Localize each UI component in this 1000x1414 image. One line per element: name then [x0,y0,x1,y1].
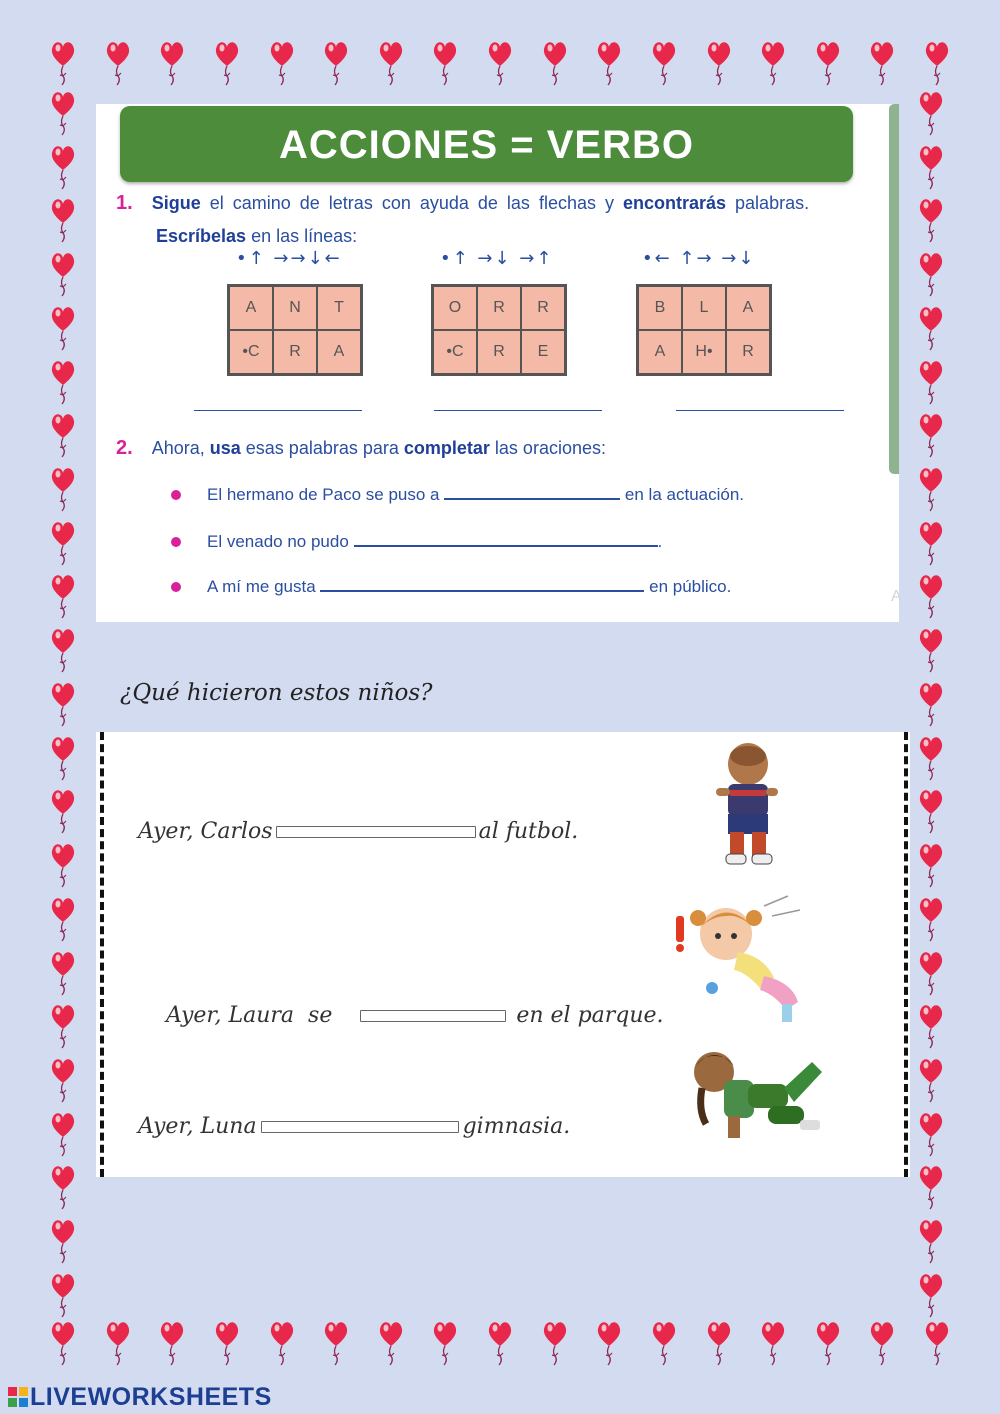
heart-balloon-icon [50,305,76,351]
instruction-word: Sigue [151,193,201,213]
sentence-2: El venado no pudo . [207,532,663,551]
puzzle3-arrows: •← ↑→ →↓ [642,248,756,269]
exercise-panel [96,104,902,622]
heart-balloon-icon [432,40,458,86]
heart-balloon-icon [50,950,76,996]
grid-cell: T [317,286,361,330]
heart-balloon-icon [918,359,944,405]
heart-balloon-icon [50,1320,76,1366]
grid-cell: B [638,286,682,330]
heart-balloon-icon [918,842,944,888]
grid-cell: H• [682,330,726,374]
heart-balloon-icon [50,735,76,781]
heart-balloon-icon [918,627,944,673]
grid-cell: A [638,330,682,374]
heart-balloon-icon [918,1218,944,1264]
heart-border-bottom [50,1320,950,1366]
instruction-word: y [604,193,614,213]
heart-balloon-icon [918,90,944,136]
dashed-border-right [904,732,908,1177]
heart-balloon-icon [918,1003,944,1049]
heart-balloon-icon [50,1272,76,1318]
heart-balloon-icon [487,40,513,86]
bullet [171,537,181,547]
heart-balloon-icon [50,412,76,458]
girl-falling-illustration [668,892,810,1028]
heart-balloon-icon [50,1057,76,1103]
heart-balloon-icon [214,1320,240,1366]
grid-cell: R [477,330,521,374]
heart-balloon-icon [378,40,404,86]
heart-balloon-icon [706,1320,732,1366]
heart-balloon-icon [918,1164,944,1210]
heart-balloon-icon [50,627,76,673]
heart-balloon-icon [487,1320,513,1366]
heart-balloon-icon [50,842,76,888]
heart-balloon-icon [50,1164,76,1210]
heart-balloon-icon [50,681,76,727]
heart-balloon-icon [50,573,76,619]
heart-balloon-icon [50,144,76,190]
heart-balloon-icon [918,251,944,297]
heart-balloon-icon [269,1320,295,1366]
heart-balloon-icon [815,1320,841,1366]
heart-balloon-icon [918,896,944,942]
heart-balloon-icon [918,681,944,727]
instruction-word: el [209,193,224,213]
heart-balloon-icon [869,1320,895,1366]
grid-cell: •C [433,330,477,374]
heart-balloon-icon [869,40,895,86]
puzzle1-arrows: •↑ →→↓← [236,248,342,269]
cut-off-letter: A [891,588,902,605]
grid-cell: A [229,286,273,330]
heart-balloon-icon [706,40,732,86]
exercise2-instruction: 2. Ahora, usa esas palabras para completar las oraciones: [116,437,606,459]
heart-balloon-icon [918,1057,944,1103]
answer-line-2[interactable] [434,410,602,411]
heart-border-left [50,90,76,1318]
decorative-side-bar [889,104,899,474]
grid-cell: R [477,286,521,330]
puzzle2-grid [431,284,567,376]
grid-cell: R [726,330,770,374]
exercise1-instruction [116,192,896,215]
instruction-word: las [506,193,530,213]
handwriting-line-3: Ayer, Luna gimnasia. [138,1114,571,1139]
heart-balloon-icon [918,520,944,566]
heart-balloon-icon [760,40,786,86]
heart-balloon-icon [378,1320,404,1366]
heart-balloon-icon [918,788,944,834]
heart-balloon-icon [50,90,76,136]
heart-balloon-icon [924,40,950,86]
sentence-1: El hermano de Paco se puso a en la actuación. [207,485,745,504]
heart-balloon-icon [214,40,240,86]
sentence-3: A mí me gusta en público. [207,577,732,596]
handwriting-blank-1[interactable] [276,826,476,838]
heart-balloon-icon [918,1111,944,1157]
handwriting-blank-3[interactable] [261,1121,459,1133]
puzzle1-grid [227,284,363,376]
puzzle2-arrows: •↑ →↓ →↑ [440,248,554,269]
heart-balloon-icon [918,950,944,996]
heart-balloon-icon [269,40,295,86]
heart-balloon-icon [542,40,568,86]
heart-balloon-icon [542,1320,568,1366]
heart-balloon-icon [50,520,76,566]
heart-balloon-icon [323,1320,349,1366]
grid-cell: A [726,286,770,330]
exercise1-text [152,193,818,213]
girl-doing-gymnastics-illustration [688,1044,826,1144]
heart-balloon-icon [159,40,185,86]
heart-balloon-icon [651,40,677,86]
heart-balloon-icon [760,1320,786,1366]
heart-balloon-icon [815,40,841,86]
bullet [171,490,181,500]
instruction-word: ayuda [419,193,469,213]
heart-border-top [50,40,950,86]
grid-cell: R [521,286,565,330]
heart-balloon-icon [159,1320,185,1366]
answer-line-3[interactable] [676,410,844,411]
sentence-2-blank[interactable] [354,531,658,547]
heart-balloon-icon [50,251,76,297]
exercise1-instruction-line2: Escríbelas en las líneas: [156,226,358,246]
heart-balloon-icon [50,197,76,243]
handwriting-line-1: Ayer, Carlos al futbol. [138,819,579,844]
heart-balloon-icon [50,466,76,512]
heart-balloon-icon [50,1111,76,1157]
heart-balloon-icon [105,40,131,86]
heart-balloon-icon [924,1320,950,1366]
instruction-word: letras [328,193,373,213]
heart-balloon-icon [596,40,622,86]
heart-balloon-icon [918,735,944,781]
heart-balloon-icon [918,1272,944,1318]
answer-line-1[interactable] [194,410,362,411]
handwriting-blank-2[interactable] [360,1010,506,1022]
grid-cell: A [317,330,361,374]
grid-cell: R [273,330,317,374]
instruction-word: flechas [538,193,596,213]
grid-cell: •C [229,330,273,374]
heart-balloon-icon [596,1320,622,1366]
liveworksheets-footer: LIVEWORKSHEETS [8,1383,272,1412]
instruction-word: camino [232,193,291,213]
instruction-word: de [299,193,320,213]
heart-balloon-icon [918,305,944,351]
heart-balloon-icon [432,1320,458,1366]
instruction-word: con [381,193,411,213]
instruction-word: encontrarás [622,193,727,213]
grid-cell: O [433,286,477,330]
heart-balloon-icon [918,412,944,458]
heart-balloon-icon [50,788,76,834]
sentence-3-blank[interactable] [320,576,644,592]
heart-balloon-icon [50,359,76,405]
handwriting-line-2: Ayer, Laura se en el parque. [165,1003,664,1028]
heart-balloon-icon [323,40,349,86]
heart-balloon-icon [918,144,944,190]
grid-cell: N [273,286,317,330]
heart-balloon-icon [50,40,76,86]
handwriting-panel [96,732,910,1177]
grid-cell: E [521,330,565,374]
heart-balloon-icon [50,896,76,942]
heart-balloon-icon [105,1320,131,1366]
banner-title: ACCIONES = VERBO [120,106,853,182]
section-title: ¿Qué hicieron estos niños? [120,680,433,706]
grid-cell: L [682,286,726,330]
boy-playing-soccer-illustration [708,742,788,870]
instruction-word: palabras. [735,193,810,213]
bullet [171,582,181,592]
instruction-word: de [477,193,498,213]
heart-balloon-icon [918,466,944,512]
exercise1-number: 1. [116,192,133,214]
heart-balloon-icon [918,197,944,243]
heart-balloon-icon [918,573,944,619]
heart-balloon-icon [50,1218,76,1264]
sentence-1-blank[interactable] [444,484,620,500]
heart-border-right [918,90,944,1318]
heart-balloon-icon [50,1003,76,1049]
dashed-border-left [100,732,104,1177]
heart-balloon-icon [651,1320,677,1366]
liveworksheets-logo-icon [8,1385,28,1405]
puzzle3-grid [636,284,772,376]
